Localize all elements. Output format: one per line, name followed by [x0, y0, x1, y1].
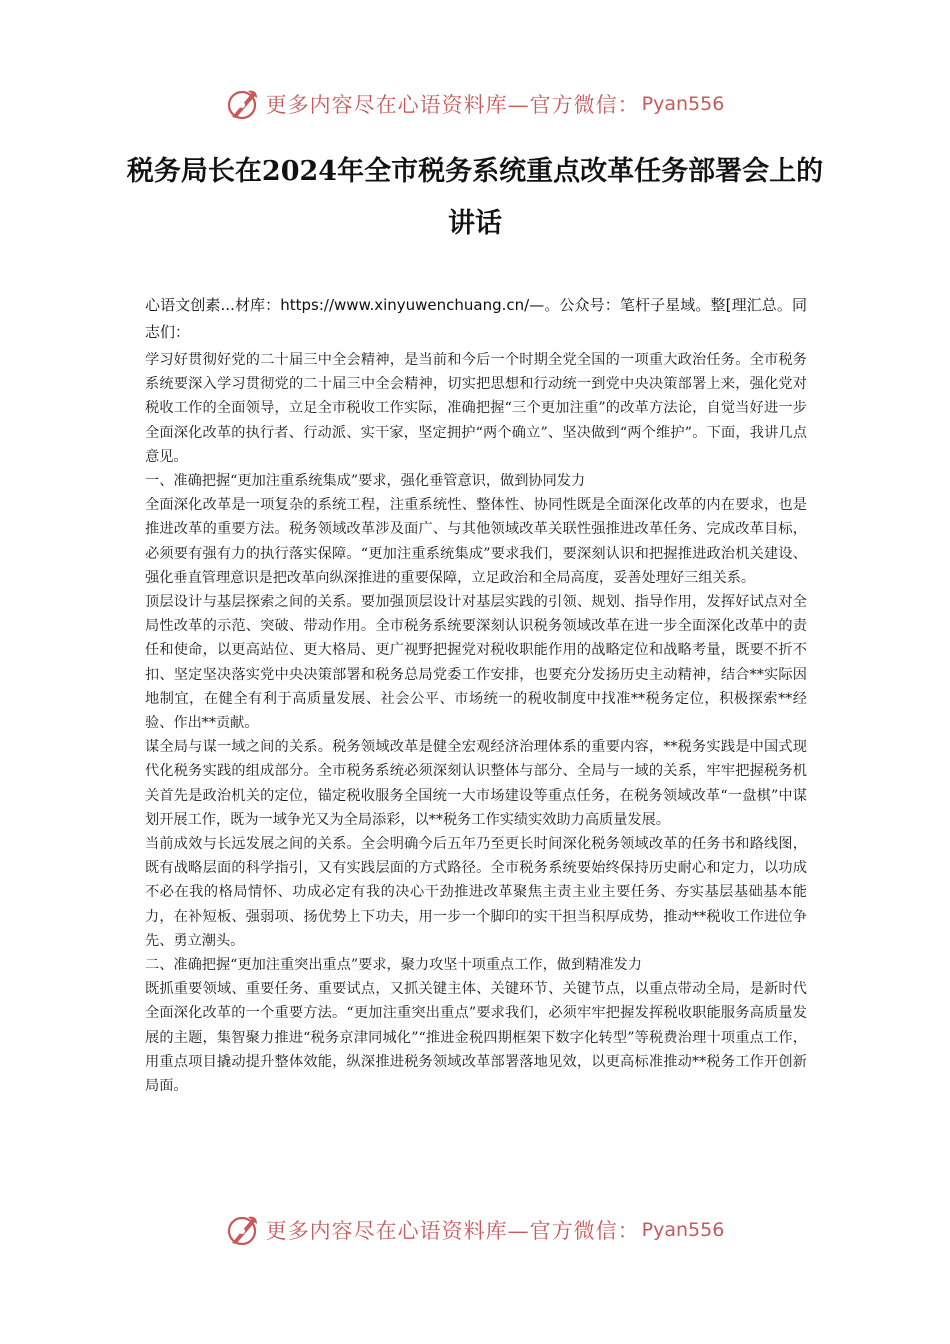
header-banner: [0, 84, 950, 124]
paragraph: 全面深化改革是一项复杂的系统工程，注重系统性、整体性、协同性既是全面深化改革的内在要求，也是推进改革的重要方法。税务领域改革涉及面广、与其他领域改革关联性强推进改革任务、完成改革目标，必须要有强有力的执行落实保障。“更加注重系统集成”要求我们，要深刻认识和把握推进政治机关建设、强化垂直管理意识是把改革向纵深推进的重要保障，立足政治和全局高度，妥善处理好三组关系。: [145, 497, 807, 586]
paragraph: 谋全局与谋一域之间的关系。税务领域改革是健全宏观经济治理体系的重要内容，**税务实践是中国式现代化税务实践的组成部分。全市税务系统必须深刻认识整体与部分、全局与一域的关系，牢牢把握税务机关首先是政治机关的定位，锚定税收服务全国统一大市场建设等重点任务，在税务领域改革“一盘棋”中谋划开展工作，既为一域争光又为全局添彩，以**税务工作实绩实效助力高质量发展。: [145, 739, 807, 828]
quill-pen-logo-icon: [226, 1213, 260, 1247]
banner-wechat-id: Pyan556: [641, 1219, 725, 1241]
paragraph: 当前成效与长远发展之间的关系。全会明确今后五年乃至更长时间深化税务领域改革的任务书和路线图，既有战略层面的科学指引，又有实践层面的方式路径。全市税务系统要始终保持历史耐心和定力，以功成不必在我的格局情怀、功成必定有我的决心干劲推进改革聚焦主责主业主要任务、夯实基层基础基本能力，在补短板、强弱项、扬优势上下功夫，用一步一个脚印的实干担当积厚成势，推动**税收工作进位争先、勇立潮头。: [145, 836, 807, 949]
intro-line: 心语文创素...材库：https://www.xinyuwenchuang.cn/—。公众号：笔杆子星域。整[理汇总。同志们：: [145, 296, 807, 341]
footer-banner: [0, 1210, 950, 1250]
quill-pen-logo-icon: [226, 87, 260, 121]
paragraph: 既抓重要领域、重要任务、重要试点，又抓关键主体、关键环节、关键节点，以重点带动全局，是新时代全面深化改革的一个重要方法。“更加注重突出重点”要求我们，必须牢牢把握发挥税收职能服务高质量发展的主题，集智聚力推进“税务京津同城化”“推进金税四期框架下数字化转型”等税费治理十项重点工作，用重点项目撬动提升整体效能，纵深推进税务领域改革部署落地见效，以更高标准推动**税务工作开创新局面。: [145, 981, 807, 1095]
section-heading: 一、准确把握“更加注重系统集成”要求，强化垂管意识，做到协同发力: [145, 473, 586, 490]
section-heading: 二、准确把握“更加注重突出重点”要求，聚力攻坚十项重点工作，做到精准发力: [145, 957, 642, 974]
document-body: [145, 292, 807, 1098]
banner-text: 更多内容尽在心语资料库—官方微信：: [265, 93, 640, 117]
banner-wechat-id: Pyan556: [641, 93, 725, 115]
banner-text: 更多内容尽在心语资料库—官方微信：: [265, 1219, 640, 1243]
document-title: 税务局长在2024年全市税务系统重点改革任务部署会上的讲话: [126, 156, 824, 239]
paragraph: 学习好贯彻好党的二十届三中全会精神，是当前和今后一个时期全党全国的一项重大政治任务。全市税务系统要深入学习贯彻党的二十届三中全会精神，切实把思想和行动统一到党中央决策部署上来，强化党对税收工作的全面领导，立足全市税收工作实际，准确把握“三个更加注重”的改革方法论，自觉当好进一步全面深化改革的执行者、行动派、实干家，坚定拥护“两个确立”、坚决做到“两个维护”。下面，我讲几点意见。: [145, 352, 808, 465]
paragraph: 顶层设计与基层探索之间的关系。要加强顶层设计对基层实践的引领、规划、指导作用，发挥好试点对全局性改革的示范、突破、带动作用。全市税务系统要深刻认识税务领域改革在进一步全面深化改革中的责任和使命，以更高站位、更大格局、更广视野把握党对税收职能作用的战略定位和战略考量，既要不折不扣、坚定坚决落实党中央决策部署和税务总局党委工作安排，也要充分发扬历史主动精神，结合**实际因地制宜，在健全有利于高质量发展、社会公平、市场统一的税收制度中找准**税务定位，积极探索**经验、作出**贡献。: [145, 594, 807, 732]
